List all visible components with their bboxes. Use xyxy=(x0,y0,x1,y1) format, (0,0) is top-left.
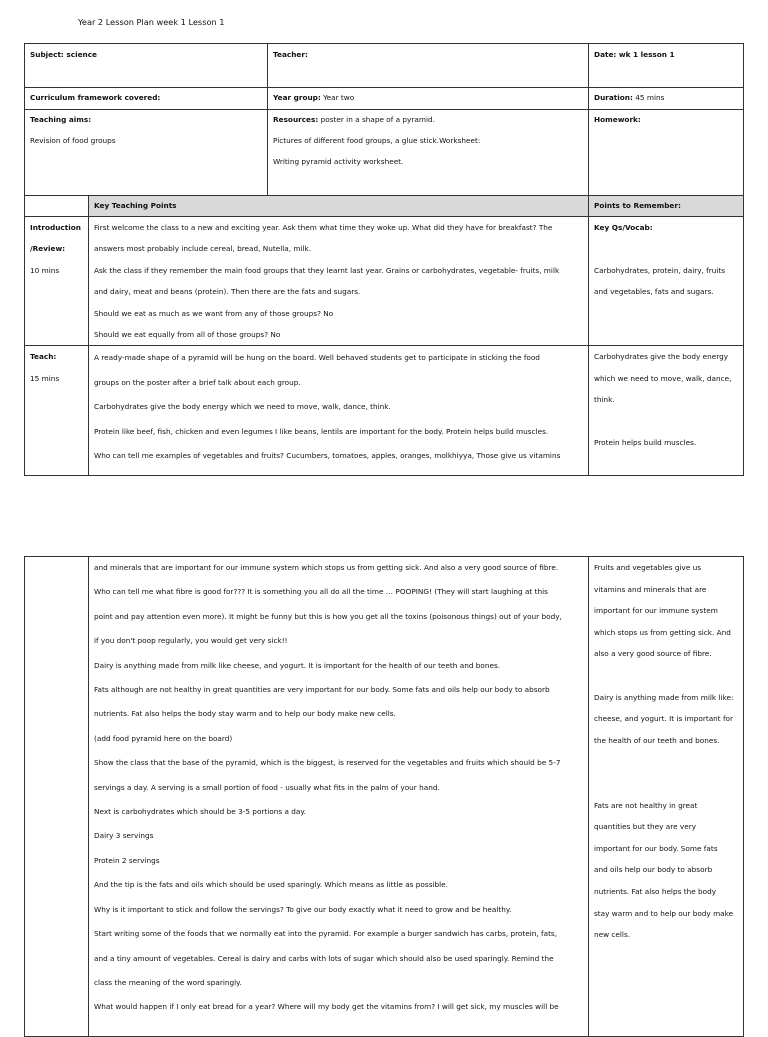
teach-remember-line: think. xyxy=(594,395,615,405)
duration-cell xyxy=(589,88,744,110)
vocab-line: Carbohydrates, protein, dairy, fruits xyxy=(594,265,726,275)
continued-line: Next is carbohydrates which should be 3-5 portions a day. xyxy=(94,807,306,817)
continued-remember-line: which stops us from getting sick. And xyxy=(594,627,731,637)
continued-line: and a tiny amount of vegetables. Cereal is dairy and carbs with lots of sugar which should also be used sparingly. Remind the xyxy=(94,953,554,963)
teaching-aims-value: Revision of food groups xyxy=(30,136,116,145)
continued-line: Show the class that the base of the pyramid, which is the biggest, is reserved for the vegetables and fruits which should be 5-7 xyxy=(94,758,561,768)
vocab-label: Key Qs/Vocab: xyxy=(594,223,653,232)
resources-cell xyxy=(268,110,589,196)
continued-remember-line: and oils help our body to absorb xyxy=(594,865,713,875)
continued-line: What would happen if I only eat bread for a year? Where will my body get the vitamins from? I will get sick, my muscles will be xyxy=(94,1002,559,1012)
duration-value: 45 mins xyxy=(635,93,665,102)
continued-remember-line: Fruits and vegetables give us xyxy=(594,563,702,572)
intro-line: First welcome the class to a new and exciting year. Ask them what time they woke up. What did they have for breakfast? The xyxy=(94,223,553,232)
continued-line: servings a day. A serving is a small portion of food - usually what fits in the palm of your hand. xyxy=(94,782,440,792)
continued-line: Who can tell me what fibre is good for??? It is something you all do all the time … POOPING! (They will start laughing at this xyxy=(94,587,548,597)
continued-line: Dairy is anything made from milk like cheese, and yogurt. It is important for the health of our teeth and bones. xyxy=(94,660,501,670)
continued-line: And the tip is the fats and oils which should be used sparingly. Which means as little as possible. xyxy=(94,880,448,890)
blank-header-cell xyxy=(25,196,89,217)
teach-line: Who can tell me examples of vegetables and fruits? Cucumbers, tomatoes, apples, oranges, molkhiyya, Those give us vitamins xyxy=(94,451,561,461)
continued-line: and minerals that are important for our immune system which stops us from getting sick. And also a very good source of fibre. xyxy=(94,563,559,572)
continued-line: point and pay attention even more). It might be funny but this is how you get all the toxins (poisonous things) out of your body, xyxy=(94,611,562,621)
continued-remember-line: Fats are not healthy in great xyxy=(594,800,698,810)
continued-remember-line: vitamins and minerals that are xyxy=(594,584,707,594)
teach-line: groups on the poster after a brief talk about each group. xyxy=(94,377,301,387)
continued-remember-line: important for our body. Some fats xyxy=(594,843,718,853)
key-points-header-label: Key Teaching Points xyxy=(94,201,177,210)
intro-time: 10 mins xyxy=(30,265,60,275)
intro-line: Should we eat equally from all of those groups? No xyxy=(94,330,281,340)
continued-remember-line: the health of our teeth and bones. xyxy=(594,735,720,745)
teach-label: Teach: xyxy=(30,352,57,362)
intro-label-cell xyxy=(25,217,89,346)
continued-line: if you don't poop regularly, you would get very sick!! xyxy=(94,636,288,646)
continued-line: (add food pyramid here on the board) xyxy=(94,733,233,743)
teach-time: 15 mins xyxy=(30,373,60,383)
duration-label: Duration: xyxy=(594,93,633,102)
continued-remember-line: new cells. xyxy=(594,930,631,940)
teach-content-cell xyxy=(89,346,589,476)
review-label: /Review: xyxy=(30,244,66,254)
teach-remember-line: Carbohydrates give the body energy xyxy=(594,352,729,362)
document-title: Year 2 Lesson Plan week 1 Lesson 1 xyxy=(78,17,225,27)
resources-line2: Pictures of different food groups, a glue stick.Worksheet: xyxy=(273,136,481,145)
date-label: Date: wk 1 lesson 1 xyxy=(594,50,675,59)
year-group-label: Year group: xyxy=(273,93,321,102)
continued-remember-line: cheese, and yogurt. It is important for xyxy=(594,714,734,724)
intro-line: Ask the class if they remember the main food groups that they learnt last year. Grains or carbohydrates, vegetable- fruits, milk xyxy=(94,265,560,275)
intro-remember-cell xyxy=(589,217,744,346)
teach-remember-cell xyxy=(589,346,744,476)
homework-cell xyxy=(589,110,744,196)
intro-label: Introduction xyxy=(30,223,81,232)
teacher-cell xyxy=(268,44,589,88)
lesson-plan-table-page1 xyxy=(24,43,744,476)
continued-line: class the meaning of the word sparingly. xyxy=(94,977,242,987)
continued-line: Fats although are not healthy in great quantities are very important for our body. Some fats and oils help our body to absorb xyxy=(94,685,550,695)
continued-remember-line: Dairy is anything made from milk like: xyxy=(594,692,734,702)
teacher-label: Teacher: xyxy=(273,50,308,59)
date-cell xyxy=(589,44,744,88)
continued-line: Dairy 3 servings xyxy=(94,831,154,841)
year-group-cell xyxy=(268,88,589,110)
resources-line3: Writing pyramid activity worksheet. xyxy=(273,157,404,166)
continued-line: Why is it important to stick and follow the servings? To give our body exactly what it need to grow and be healthy. xyxy=(94,904,512,914)
teach-remember-line: Protein helps build muscles. xyxy=(594,438,697,448)
continued-remember-line: also a very good source of fibre. xyxy=(594,649,712,659)
continued-label-cell xyxy=(25,557,89,1037)
continued-line: Start writing some of the foods that we normally eat into the pyramid. For example a burger sandwich has carbs, protein, fats, xyxy=(94,929,558,939)
continued-line: nutrients. Fat also helps the body stay warm and to help our body make new cells. xyxy=(94,709,396,719)
resources-label: Resources: xyxy=(273,115,319,124)
subject-label: Subject: science xyxy=(30,50,97,59)
curriculum-label: Curriculum framework covered: xyxy=(30,93,161,102)
lesson-plan-table-page2 xyxy=(24,556,744,1037)
homework-label: Homework: xyxy=(594,115,641,124)
teach-line: A ready-made shape of a pyramid will be hung on the board. Well behaved students get to participate in sticking the food xyxy=(94,353,540,363)
intro-line: answers most probably include cereal, bread, Nutella, milk. xyxy=(94,244,312,254)
teaching-aims-label: Teaching aims: xyxy=(30,115,92,124)
teach-label-cell xyxy=(25,346,89,476)
continued-remember-line: important for our immune system xyxy=(594,606,718,616)
intro-content-cell xyxy=(89,217,589,346)
teach-line: Protein like beef, fish, chicken and even legumes I like beans, lentils are important for the body. Protein helps build muscles. xyxy=(94,426,549,436)
continued-content-cell xyxy=(89,557,589,1037)
continued-remember-line: nutrients. Fat also helps the body xyxy=(594,886,717,896)
continued-remember-cell xyxy=(589,557,744,1037)
teach-line: Carbohydrates give the body energy which we need to move, walk, dance, think. xyxy=(94,402,391,412)
subject-cell xyxy=(25,44,268,88)
intro-line: and dairy, meat and beans (protein). Then there are the fats and sugars. xyxy=(94,287,361,297)
remember-header-label: Points to Remember: xyxy=(594,201,681,210)
vocab-line: and vegetables, fats and sugars. xyxy=(594,287,714,297)
teaching-aims-cell xyxy=(25,110,268,196)
intro-line: Should we eat as much as we want from any of those groups? No xyxy=(94,308,334,318)
curriculum-cell xyxy=(25,88,268,110)
key-points-header xyxy=(89,196,589,217)
teach-remember-line: which we need to move, walk, dance, xyxy=(594,373,732,383)
continued-remember-line: quantities but they are very xyxy=(594,822,697,832)
continued-remember-line: stay warm and to help our body make xyxy=(594,908,734,918)
remember-header xyxy=(589,196,744,217)
year-group-value: Year two xyxy=(323,93,355,102)
continued-line: Protein 2 servings xyxy=(94,855,160,865)
resources-value: poster in a shape of a pyramid. xyxy=(320,115,435,124)
